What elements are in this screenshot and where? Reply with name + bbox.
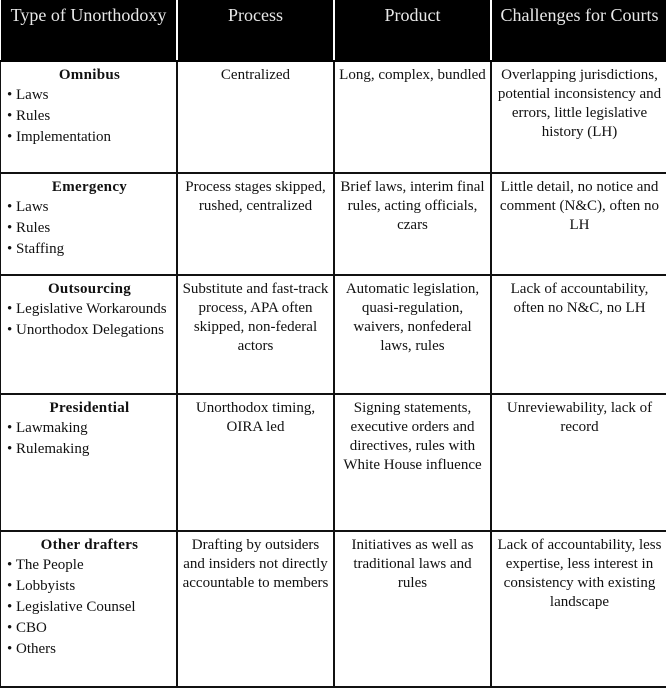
type-item: • Laws [7,85,172,106]
product-cell: Automatic legislation, quasi-regulation, waivers, nonfederal laws, rules [334,275,491,394]
type-items [7,555,172,660]
process-cell: Substitute and fast-track process, APA often skipped, non-federal actors [177,275,334,394]
table-row [0,61,666,173]
process-cell: Centralized [177,61,334,173]
challenges-cell: Overlapping jurisdictions, potential inconsistency and errors, little legislative history (LH) [491,61,666,173]
type-item: • Laws [7,197,172,218]
type-item: • The People [7,555,172,576]
challenges-cell: Lack of accountability, less expertise, less interest in consistency with existing landscape [491,531,666,687]
challenges-cell: Unreviewability, lack of record [491,394,666,531]
type-items [7,197,172,260]
table-row [0,275,666,394]
product-cell: Signing statements, executive orders and directives, rules with White House influence [334,394,491,531]
type-item: • Lawmaking [7,418,172,439]
header-type: Type of Unorthodoxy [0,0,177,61]
type-cell [0,394,177,531]
process-cell: Unorthodox timing, OIRA led [177,394,334,531]
type-item: • Rules [7,106,172,127]
type-items [7,418,172,460]
type-items [7,85,172,148]
type-item: • Others [7,639,172,660]
product-cell: Brief laws, interim final rules, acting officials, czars [334,173,491,275]
type-cell [0,173,177,275]
product-cell: Long, complex, bundled [334,61,491,173]
table-row [0,394,666,531]
type-title: Other drafters [40,537,139,553]
type-item: • Rules [7,218,172,239]
type-item: • Staffing [7,239,172,260]
type-title: Omnibus [58,67,121,83]
challenges-cell: Lack of accountability, often no N&C, no LH [491,275,666,394]
table-row [0,173,666,275]
header-process: Process [177,0,334,61]
challenges-cell: Little detail, no notice and comment (N&C), often no LH [491,173,666,275]
process-cell: Process stages skipped, rushed, centralized [177,173,334,275]
type-cell [0,61,177,173]
type-title: Emergency [51,179,128,195]
header-challenges: Challenges for Courts [491,0,666,61]
type-item: • Legislative Workarounds [7,299,172,320]
type-item: • Lobbyists [7,576,172,597]
type-title: Presidential [49,400,130,416]
process-cell: Drafting by outsiders and insiders not directly accountable to members [177,531,334,687]
header-product: Product [334,0,491,61]
type-cell [0,275,177,394]
type-items [7,299,172,341]
type-item: • CBO [7,618,172,639]
type-item: • Rulemaking [7,439,172,460]
type-item: • Legislative Counsel [7,597,172,618]
type-item: • Implementation [7,127,172,148]
type-item: • Unorthodox Delegations [7,320,172,341]
product-cell: Initiatives as well as traditional laws and rules [334,531,491,687]
header-row [0,0,666,61]
type-title: Outsourcing [47,281,132,297]
